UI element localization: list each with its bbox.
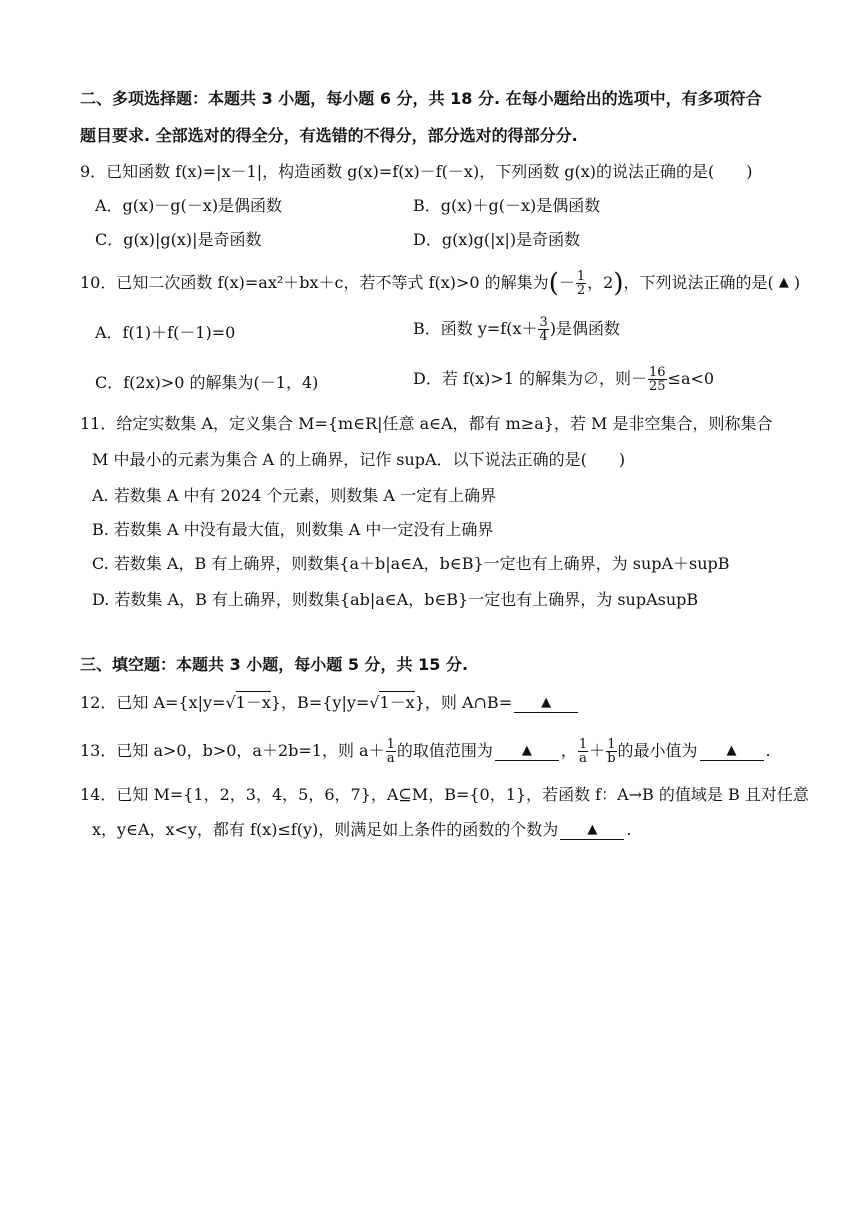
section2-title-line1: 二、多项选择题：本题共 3 小题，每小题 6 分，共 18 分. 在每小题给出的选项中，有多项符合 (80, 89, 762, 108)
q10-option-c: C．f(2x)>0 的解集为(－1，4) (95, 373, 319, 392)
q9-stem: 9．已知函数 f(x)=|x－1|，构造函数 g(x)=f(x)－f(－x)，下列函数 g(x)的说法正确的是( ) (80, 162, 753, 181)
section2-title-line2: 题目要求. 全部选对的得全分，有选错的不得分，部分选对的得部分分. (80, 126, 578, 145)
q10-option-a: A．f(1)＋f(－1)=0 (95, 323, 236, 342)
q11-option-d: D. 若数集 A，B 有上确界，则数集{ab|a∈A，b∈B}一定也有上确界，为 supAsupB (92, 590, 699, 609)
q9-option-a: A．g(x)－g(－x)是偶函数 (95, 196, 283, 215)
q9-option-c: C．g(x)|g(x)|是奇函数 (95, 230, 262, 249)
q9-option-d: D．g(x)g(|x|)是奇函数 (413, 230, 581, 249)
q10-answer-marker: ▲ (778, 275, 789, 290)
q12-answer-blank[interactable]: ▲ (514, 692, 578, 713)
q10-option-b: B．函数 y=f(x＋ $\frac{3}{4}$ )是偶函数 (413, 315, 621, 344)
q10-option-d: D．若 f(x)>1 的解集为∅，则－ $\frac{16}{25}$ ≤a<0 (413, 365, 715, 394)
q10-stem: 10．已知二次函数 f(x)=ax²＋bx＋c，若不等式 f(x)>0 的解集为(－ $\frac{1}{2}$ ，2)，下列说法正确的是( ▲ ) (80, 268, 801, 299)
q10-stem-pre: 10．已知二次函数 f(x)=ax²＋bx＋c，若不等式 f(x)>0 的解集为 (80, 273, 549, 292)
q12-stem: 12．已知 A={x|y=√1－x}，B={y|y=√1－x}，则 A∩B= ▲ (80, 692, 580, 714)
q14-answer-blank[interactable]: ▲ (560, 819, 624, 840)
q10-stem-post: ，下列说法正确的是( (623, 273, 774, 292)
q14-stem-line1: 14．已知 M={1，2，3，4，5，6，7}，A⊆M，B={0，1}，若函数 f：A→B 的值域是 B 且对任意 (80, 785, 809, 804)
q13-answer-blank-1[interactable]: ▲ (495, 740, 559, 761)
q14-stem-line2: x，y∈A，x<y，都有 f(x)≤f(y)，则满足如上条件的函数的个数为 ▲ . (92, 820, 632, 839)
q11-option-a: A. 若数集 A 中有 2024 个元素，则数集 A 一定有上确界 (92, 486, 497, 505)
q11-option-b: B. 若数集 A 中没有最大值，则数集 A 中一定没有上确界 (92, 520, 494, 539)
q13-stem: 13．已知 a>0，b>0，a＋2b=1，则 a＋ $\frac{1}{a}$ 的取值范围为 ▲ ， $\frac{1}{a}$ ＋ $\frac{1}{b}$ 的最小值为 ▲ . (80, 737, 771, 766)
q11-stem-line1: 11．给定实数集 A，定义集合 M={m∈R|任意 a∈A，都有 m≥a}，若 M 是非空集合，则称集合 (80, 414, 773, 433)
q10-interval-left: － (558, 273, 575, 292)
q13-answer-blank-2[interactable]: ▲ (700, 740, 764, 761)
q10-fraction: $\frac{1}{2}$ (576, 269, 586, 298)
q11-option-c: C. 若数集 A，B 有上确界，则数集{a＋b|a∈A，b∈B}一定也有上确界，为 supA＋supB (92, 554, 730, 573)
q10-interval-right: ，2 (587, 273, 614, 292)
q11-stem-line2: M 中最小的元素为集合 A 的上确界，记作 supA．以下说法正确的是( ) (92, 450, 626, 469)
section3-title: 三、填空题：本题共 3 小题，每小题 5 分，共 15 分. (80, 655, 469, 674)
q9-option-b: B．g(x)＋g(－x)是偶函数 (413, 196, 601, 215)
